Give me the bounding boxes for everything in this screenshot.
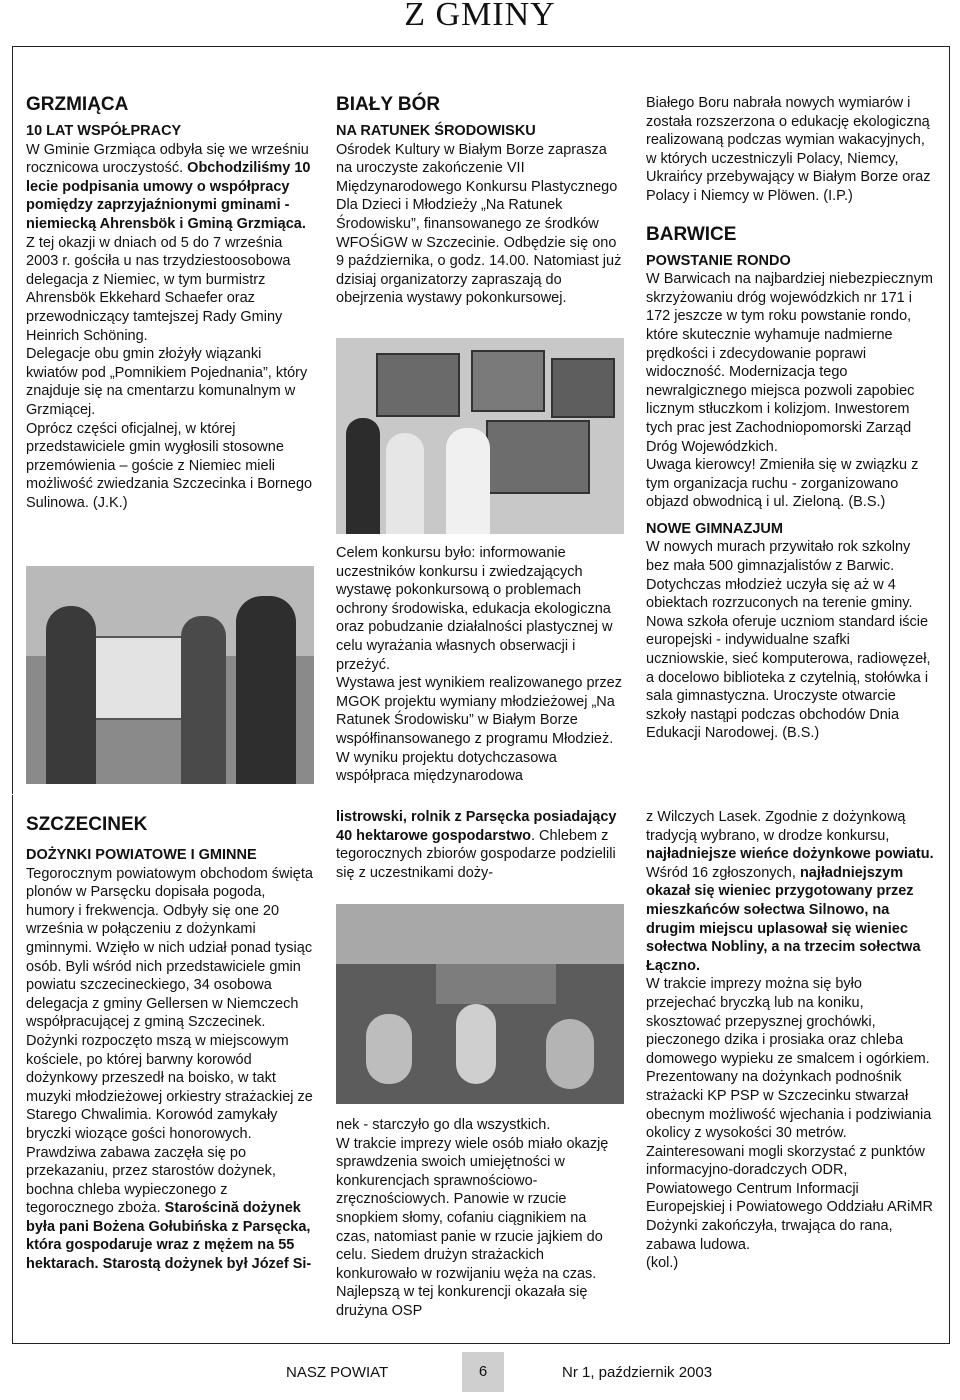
article-paragraph: Białego Boru nabrała nowych wymiarów i została rozszerzona o edukację ekologiczną realizowaną podczas wymian wakacyjnych, w których uczestniczyli Polacy, Niemcy, Ukraińcy przebywający w Białym Borze oraz Polacy i Niemcy w Plöwen. (I.P.)	[646, 95, 931, 204]
page-number: 6	[462, 1352, 504, 1392]
article-paragraph: Wystawa jest wynikiem realizowanego przez MGOK projektu wymiany młodzieżowej „Na Ratunek Środowisku” w Białym Borze współfinansowanego z programu Młodzież. W wyniku projektu dotychczasowa współpraca międzynarodowa	[336, 675, 622, 785]
article-paragraph: W trakcie imprezy można się było przejechać bryczką lub na koniku, skosztować przepysznej grochówki, pieczonego dzika i prosiaka oraz chleba domowego wypieku ze smalcem i ogórkiem.	[646, 976, 930, 1067]
article-paragraph: Delegacje obu gmin złożyły wiązanki kwiatów pod „Pomnikiem Pojednania”, który znajduje się na cmentarzu komunalnym w Grzmiącej.	[26, 346, 308, 418]
article-subtitle: POWSTANIE RONDO	[646, 252, 791, 269]
article-signature: (kol.)	[646, 1255, 679, 1272]
article-paragraph: Celem konkursu było: informowanie uczestników konkursu i zwiedzających wystawę pokonkursową o problemach ochrony środowiska, edukacja ekologiczna oraz pobudzanie działalności plastycznej w celu wyrażania własnych obserwacji i przeżyć.	[336, 545, 613, 673]
article-paragraph	[26, 1144, 314, 1274]
article-subtitle: NOWE GIMNAZJUM	[646, 520, 783, 537]
article-title: BIAŁY BÓR	[336, 94, 441, 115]
paragraph-bold-text: Obchodziliśmy 10 lecie podpisania umowy o współpracy pomiędzy zaprzyjaźnionymi gminami - niemiecką Ahrensbök i Gminą Grzmiąca.	[26, 160, 311, 232]
bialybor-article-continued	[336, 544, 624, 786]
page-footer	[0, 1352, 960, 1400]
bialybor-article	[336, 94, 624, 308]
grzmiaca-article	[26, 94, 314, 512]
section-title: Z GMINY	[404, 0, 556, 33]
page-header	[0, 0, 960, 50]
bialybor-barwice-column	[646, 94, 934, 743]
paragraph-bold-text: najładniejsze wieńce dożynkowe powiatu.	[646, 846, 934, 863]
article-title: BARWICE	[646, 223, 737, 245]
article-paragraph	[26, 141, 314, 234]
paragraph-bold-text: Staroścină dożynek była pani Bożena Gołubińska z Parsęcka, która gospodaruje wraz z mężem na 55 hektarach. Starostą dożynek był Józef Si-	[26, 1200, 312, 1273]
publication-name: NASZ POWIAT	[286, 1364, 389, 1381]
szczecinek-column-3	[646, 808, 934, 1273]
article-paragraph: Prezentowany na dożynkach podnośnik strażacki KP PSP w Szczecinku stwarzał obecnym możliwość wjechania i podziwiania okolicy z wysokości 30 metrów.	[646, 1069, 932, 1142]
article-paragraph: W nowych murach przywitało rok szkolny bez mała 500 gimnazjalistów z Barwic. Dotychczas młodzież uczyła się aż w 4 obiektach rozrzuconych na terenie gminy. Nowa szkoła oferuje uczniom standard iście europejski - indywidualne szafki uczniowskie, sieć komputerowa, radiowęzeł, a docelowo biblioteka z czytelnią, stołówka i sala gimnastyczna. Uroczyste otwarcie szkoły nastąpi podczas obchodów Dnia Edukacji Narodowej. (B.S.)	[646, 539, 931, 742]
article-paragraph: Zainteresowani mogli skorzystać z punktów informacyjno-doradczych ODR, Powiatowego Centrum Informacji Europejskiej i Powiatowego Oddziału ARiMR	[646, 1143, 933, 1216]
article-paragraph: W trakcie imprezy wiele osób miało okazję sprawdzenia swoich umiejętności w konkurencjach sprawnościowo-zręcznościowych. Panowie w rzucie snopkiem słomy, cofaniu ciągnikiem na czas, natomiast panie w rzucie jajkiem do celu. Siedem drużyn strażackich konkurowało w rozwijaniu węża na czas. Najlepszą w tej konkurencji okazała się drużyna OSP	[336, 1135, 609, 1319]
article-paragraph: Dożynki rozpoczęto mszą w miejscowym kościele, po której barwny korowód dożynkowy przeszedł na boisko, w takt muzyki młodzieżowej orkiestry strażackiej ze Starego Chwalimia. Korowód zamykały bryczki wiozące gości honorowych.	[26, 1032, 313, 1142]
article-paragraph: Oprócz części oficjalnej, w której przedstawiciele gmin wygłosili stosowne przemówienia – goście z Niemiec mieli możliwość zwiedzania Szczecinka i Bornego Sulinowa. (J.K.)	[26, 420, 313, 511]
article-paragraph: Tegorocznym powiatowym obchodom święta plonów w Parsęcku dopisała pogoda, humory i frekwencja. Odbyły się one 20 września w połączeniu z dożynkami gminnymi. Wzięło w nich udział ponad tysiąc osób. Byli wśród nich przedstawiciele gmin powiatu szczecineckiego, 34 osobowa delegacja z gminy Gellersen w Niemczech współpracującej z gminą Szczecinek.	[26, 865, 313, 1031]
article-title: GRZMIĄCA	[26, 94, 129, 115]
section-divider	[12, 794, 948, 795]
paragraph-text: z Wilczych Lasek. Zgodnie z dożynkową tradycją wybrano, w drodze konkursu,	[646, 809, 906, 844]
article-paragraph	[646, 808, 934, 975]
article-subtitle: DOŻYNKI POWIATOWE I GMINNE	[26, 847, 257, 863]
delegation-photo	[26, 566, 314, 784]
szczecinek-column-2-continued	[336, 1116, 624, 1321]
paragraph-text: . Chlebem z tegorocznych zbiorów gospodarze podzielili się z uczestnikami doży-	[336, 827, 616, 881]
article-paragraph: Z tej okazji w dniach od 5 do 7 września 2003 r. gościła u nas trzydziestoosobowa delegacja z Niemiec, w tym burmistrz Ahrensbök Ekkehard Schaefer oraz przewodniczący tamtejszej Rady Gminy Heinrich Schöning.	[26, 234, 291, 344]
issue-info: Nr 1, październik 2003	[562, 1364, 713, 1381]
szczecinek-column-2	[336, 808, 624, 882]
article-paragraph: nek - starczyło go dla wszystkich.	[336, 1117, 551, 1133]
article-paragraph: Uwaga kierowcy! Zmieniła się w związku z tym organizacja ruchu - zorganizowano objazd obwodnicą i ul. Zieloną. (B.S.)	[646, 457, 919, 511]
article-paragraph: Dożynki zakończyła, trwająca do rana, zabawa ludowa.	[646, 1218, 893, 1253]
paragraph-text: Prawdziwa zabawa zaczęła się po przekazaniu, przez starostów dożynek, bochna chleba wypieczonego z tegorocznego zboża.	[26, 1144, 276, 1217]
article-paragraph: Ośrodek Kultury w Białym Borze zaprasza na uroczyste zakończenie VII Międzynarodowego Konkursu Plastycznego Dla Dzieci i Młodzieży „Na Ratunek Środowisku”, finansowanego ze środków WFOŚiGW w Szczecinie. Odbędzie się ono 9 października, o godz. 14.00. Natomiast już dzisiaj organizatorzy zapraszają do obejrzenia wystawy pokonkursowej.	[336, 141, 622, 307]
paragraph-bold-text: listrowski, rolnik z Parsęcka posiadający 40 hektarowe gospodarstwo	[336, 809, 617, 844]
article-title: SZCZECINEK	[26, 814, 148, 835]
szczecinek-article	[26, 814, 314, 1274]
paragraph-text: W Gminie Grzmiąca odbyła się we wrześniu rocznicowa uroczystość.	[26, 141, 309, 177]
paragraph-text: Wśród 16 zgłoszonych,	[646, 864, 800, 881]
harvest-festival-photo	[336, 904, 624, 1104]
article-subtitle: 10 LAT WSPÓŁPRACY	[26, 123, 182, 139]
exhibition-photo	[336, 338, 624, 534]
paragraph-bold-text: najładniejszym okazał się wieniec przygotowany przez mieszkańców sołectwa Silnowo, na drugim miejscu uplasował się wieniec sołectwa Nobliny, a na trzecim sołectwa Łączno.	[646, 864, 921, 974]
article-paragraph: W Barwicach na najbardziej niebezpiecznym skrzyżowaniu dróg wojewódzkich nr 171 i 172 jeszcze w tym roku powstanie rondo, które skutecznie wyhamuje nadmierne prędkości i zdecydowanie poprawi widoczność. Modernizacja tego newralgicznego miejsca pozwoli zapobiec licznym stłuczkom i kolizjom. Inwestorem tych prac jest Zachodniopomorski Zarząd Dróg Wojewódzkich.	[646, 271, 933, 455]
article-paragraph	[336, 808, 624, 882]
article-subtitle: NA RATUNEK ŚRODOWISKU	[336, 123, 536, 139]
